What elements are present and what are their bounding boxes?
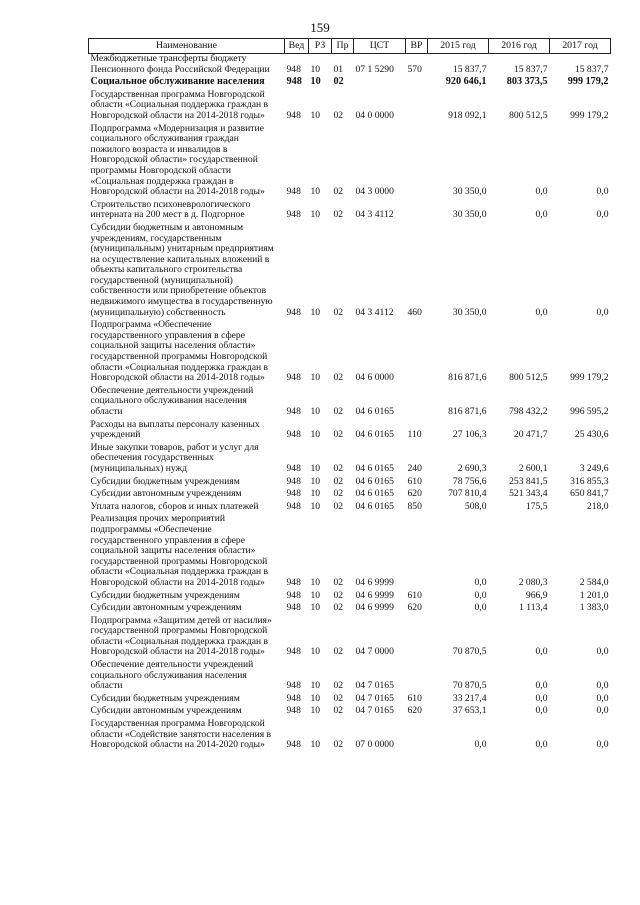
row-value-2017: 316 855,3: [570, 475, 609, 487]
row-name: Субсидии бюджетным и автономным учреждениям, государственным (муниципальным) унитарным предприятиям на осуществление капитальных вложений в объекты капитального строительства государственной (муниципальной) собственности или приобретение объектов недвижимого имущества в государственную (муниципальную) собственность: [90, 221, 274, 318]
row-value-2016: 0,0: [535, 209, 548, 221]
row-cst: 04 3 4112: [355, 209, 394, 221]
row-ved: 948: [286, 109, 301, 121]
row-value-2016: 2 600,1: [518, 462, 548, 474]
row-vr: 460: [407, 306, 422, 318]
row-value-2016: 0,0: [535, 692, 548, 704]
row-pr: 02: [333, 576, 344, 588]
row-rz: 10: [310, 602, 321, 614]
row-cst: 04 6 9999: [355, 602, 394, 614]
row-name: Обеспечение деятельности учреждений социального обслуживания населения области: [90, 659, 254, 692]
row-vr: [406, 514, 428, 590]
table-row: [89, 603, 611, 616]
row-value-2017: 0,0: [596, 692, 609, 704]
row-value-2017: 25 430,6: [574, 429, 609, 441]
row-vr: 240: [407, 462, 422, 474]
table-body: [89, 54, 611, 753]
row-cst: 04 6 0000: [355, 372, 394, 384]
row-pr: 02: [333, 209, 344, 221]
row-value-2017: 0,0: [596, 739, 609, 751]
row-pr: 02: [333, 500, 344, 512]
row-pr: 02: [333, 475, 344, 487]
row-pr: 02: [333, 680, 344, 692]
row-pr: 02: [333, 372, 344, 384]
row-value-2015: 37 653,1: [452, 705, 487, 717]
table-row: [89, 77, 611, 90]
row-cst: 04 3 0000: [355, 186, 394, 198]
row-value-2016: 15 837,7: [513, 63, 548, 75]
row-name: Обеспечение деятельности учреждений социального обслуживания населения области: [90, 384, 254, 417]
row-cst: 04 6 0165: [355, 462, 394, 474]
row-value-2016: 0,0: [535, 680, 548, 692]
row-value-2016: 0,0: [535, 186, 548, 198]
row-value-2015: 27 106,3: [452, 429, 487, 441]
header-pr: Пр: [332, 39, 354, 54]
row-name: Субсидии автономным учреждениям: [90, 705, 242, 717]
row-name: Строительство психоневрологического интерната на 200 мест в д. Подгорное: [90, 198, 251, 221]
row-cst: 04 7 0000: [355, 646, 394, 658]
table-row: [89, 124, 611, 200]
row-name: Реализация прочих мероприятий подпрограммы «Обеспечение государственного управления в сфере социальной защиты населения области» государственной программы Новгородской области «Социальная поддержка граждан в Новгородской области на 2014-2018 годы»: [90, 513, 269, 588]
row-value-2016: 800 512,5: [509, 109, 548, 121]
row-ved: 948: [286, 209, 301, 221]
row-pr: 02: [333, 739, 344, 751]
row-value-2017: 650 841,7: [570, 488, 609, 500]
row-ved: 948: [286, 739, 301, 751]
row-rz: 10: [310, 63, 321, 75]
row-cst: 07 1 5290: [355, 63, 394, 75]
row-cst: 04 6 9999: [355, 589, 394, 601]
page-number: 159: [310, 20, 330, 35]
table-row: [89, 660, 611, 694]
row-name: Иные закупки товаров, работ и услуг для обеспечения государственных (муниципальных) нужд: [90, 441, 259, 474]
table-row: [89, 514, 611, 590]
row-ved: 948: [286, 63, 301, 75]
row-rz: 10: [310, 576, 321, 588]
row-value-2015: 920 646,1: [445, 76, 487, 88]
row-rz: 10: [310, 705, 321, 717]
header-cst: ЦСТ: [354, 39, 406, 54]
row-value-2015: 508,0: [464, 500, 487, 512]
row-value-2015: 30 350,0: [452, 186, 487, 198]
row-vr: 570: [407, 63, 422, 75]
row-ved: 948: [286, 372, 301, 384]
row-ved: 948: [286, 306, 301, 318]
row-pr: 01: [333, 63, 344, 75]
row-vr: 610: [407, 692, 422, 704]
row-value-2015: 33 217,4: [452, 692, 487, 704]
row-vr: 620: [407, 602, 422, 614]
row-value-2016: 175,5: [525, 500, 548, 512]
row-ved: 948: [286, 602, 301, 614]
row-rz: 10: [310, 680, 321, 692]
row-value-2016: 0,0: [535, 739, 548, 751]
row-rz: 10: [310, 646, 321, 658]
row-value-2017: 2 584,0: [579, 576, 609, 588]
row-name: Государственная программа Новгородской области «Социальная поддержка граждан в Новгородской области на 2014-2018 годы»: [90, 88, 269, 121]
row-ved: 948: [286, 705, 301, 717]
header-vr: ВР: [406, 39, 428, 54]
row-cst: 07 0 0000: [355, 739, 394, 751]
row-value-2017: 0,0: [596, 306, 609, 318]
row-name: Субсидии бюджетным учреждениям: [90, 589, 240, 601]
row-value-2017: 999 179,2: [567, 76, 609, 88]
table-row: [89, 489, 611, 502]
row-name: Уплата налогов, сборов и иных платежей: [90, 500, 259, 512]
header-name: Наименование: [89, 39, 285, 54]
row-value-2017: 999 179,2: [570, 372, 609, 384]
row-value-2016: 798 432,2: [509, 406, 548, 417]
header-2015: 2015 год: [428, 39, 489, 54]
row-vr: [406, 616, 428, 660]
header-2016: 2016 год: [489, 39, 550, 54]
row-vr: [406, 660, 428, 694]
row-value-2017: 0,0: [596, 186, 609, 198]
row-value-2017: 999 179,2: [570, 109, 609, 121]
row-ved: 948: [286, 488, 301, 500]
row-value-2017: 1 383,0: [579, 602, 609, 614]
row-value-2016: 966,9: [525, 589, 548, 601]
row-pr: 02: [333, 646, 344, 658]
row-vr: 610: [407, 589, 422, 601]
row-name: Подпрограмма «Защитим детей от насилия» государственной программы Новгородской области «Социальная поддержка граждан в Новгородской области на 2014-2018 годы»: [90, 614, 272, 658]
row-name: Расходы на выплаты персоналу казенных учреждений: [90, 418, 260, 441]
row-pr: 02: [333, 705, 344, 717]
row-rz: 10: [310, 429, 321, 441]
row-value-2016: 803 373,5: [506, 76, 548, 88]
row-pr: 02: [333, 109, 344, 121]
row-value-2015: 816 871,6: [448, 406, 487, 417]
row-vr: [406, 386, 428, 420]
row-pr: 02: [333, 406, 344, 417]
row-cst: 04 6 0165: [355, 429, 394, 441]
header-2017: 2017 год: [550, 39, 611, 54]
row-value-2015: 0,0: [474, 576, 487, 588]
row-pr: 02: [333, 488, 344, 500]
table-row: [89, 616, 611, 660]
row-value-2016: 253 841,5: [509, 475, 548, 487]
row-ved: 948: [286, 76, 302, 88]
row-value-2017: 3 249,6: [579, 462, 609, 474]
row-name: Подпрограмма «Модернизация и развитие социального обслуживания граждан пожилого возраста и инвалидов в Новгородской области» государственной программы Новгородской области «Социальная поддержка граждан в Новгородской области на 2014-2018 годы»: [90, 122, 265, 198]
row-ved: 948: [286, 429, 301, 441]
row-value-2017: 0,0: [596, 209, 609, 221]
row-rz: 10: [310, 372, 321, 384]
row-rz: 10: [310, 186, 321, 198]
header-ved: Вед: [285, 39, 309, 54]
row-cst: 04 7 0165: [355, 705, 394, 717]
row-cst: 04 6 0165: [355, 488, 394, 500]
table-row: [89, 443, 611, 477]
row-value-2017: 0,0: [596, 680, 609, 692]
row-ved: 948: [286, 680, 301, 692]
row-vr: [406, 90, 428, 124]
row-pr: 02: [333, 692, 344, 704]
row-name: Подпрограмма «Обеспечение государственного управления в сфере социальной защиты населения области» государственной программы Новгородской области «Социальная поддержка граждан в Новгородской области на 2014-2018 годы»: [90, 319, 269, 384]
row-cst: 04 0 0000: [355, 109, 394, 121]
row-vr: 110: [407, 429, 422, 441]
table-row: [89, 320, 611, 386]
row-value-2017: 0,0: [596, 646, 609, 658]
row-name: Субсидии бюджетным учреждениям: [90, 475, 240, 487]
row-value-2017: 15 837,7: [574, 63, 609, 75]
row-rz: 10: [310, 500, 321, 512]
header-rz: РЗ: [309, 39, 332, 54]
row-pr: 02: [333, 602, 344, 614]
row-value-2015: 70 870,5: [452, 646, 487, 658]
row-ved: 948: [286, 406, 301, 417]
budget-table: [88, 38, 611, 753]
row-value-2016: 0,0: [535, 646, 548, 658]
row-value-2016: 0,0: [535, 705, 548, 717]
row-value-2015: 816 871,6: [448, 372, 487, 384]
row-vr: [406, 200, 428, 223]
row-ved: 948: [286, 589, 301, 601]
row-ved: 948: [286, 576, 301, 588]
row-pr: 02: [333, 462, 344, 474]
row-value-2016: 2 080,3: [518, 576, 548, 588]
table-row: [89, 719, 611, 753]
row-value-2015: 15 837,7: [452, 63, 487, 75]
row-value-2017: 218,0: [586, 500, 609, 512]
row-rz: 10: [310, 488, 321, 500]
row-value-2017: 1 201,0: [579, 589, 609, 601]
row-value-2016: 800 512,5: [509, 372, 548, 384]
row-vr: 620: [407, 705, 422, 717]
row-cst: 04 6 0165: [355, 475, 394, 487]
row-value-2015: 70 870,5: [452, 680, 487, 692]
row-value-2016: 1 113,4: [519, 602, 548, 614]
row-value-2015: 0,0: [474, 589, 487, 601]
row-vr: 850: [407, 500, 422, 512]
row-cst: 04 6 0165: [355, 406, 394, 417]
row-value-2015: 707 810,4: [448, 488, 487, 500]
row-name: Межбюджетные трансферты бюджету Пенсионного фонда Российской Федерации: [90, 53, 270, 75]
row-name: Субсидии бюджетным учреждениям: [90, 692, 240, 704]
row-vr: [406, 320, 428, 386]
row-name: Государственная программа Новгородской области «Содействие занятости населения в Новгородской области на 2014-2020 годы»: [90, 718, 272, 751]
row-value-2015: 918 092,1: [448, 109, 487, 121]
row-value-2017: 0,0: [596, 705, 609, 717]
row-cst: 04 3 4112: [355, 306, 394, 318]
row-rz: 10: [310, 475, 321, 487]
row-value-2015: 0,0: [474, 602, 487, 614]
row-ved: 948: [286, 186, 301, 198]
row-rz: 10: [310, 406, 321, 417]
row-rz: 10: [310, 739, 321, 751]
row-value-2016: 521 343,4: [509, 488, 548, 500]
row-pr: 02: [333, 306, 344, 318]
row-rz: 10: [310, 76, 321, 88]
table-row: [89, 54, 611, 78]
row-pr: 02: [333, 186, 344, 198]
row-cst: [354, 77, 406, 90]
row-value-2017: 996 595,2: [570, 406, 609, 417]
row-ved: 948: [286, 646, 301, 658]
row-vr: 620: [407, 488, 422, 500]
row-value-2016: 0,0: [535, 306, 548, 318]
row-value-2016: 20 471,7: [513, 429, 548, 441]
row-pr: 02: [333, 76, 344, 88]
row-vr: 610: [407, 475, 422, 487]
row-pr: 02: [333, 429, 344, 441]
row-ved: 948: [286, 475, 301, 487]
row-pr: 02: [333, 589, 344, 601]
row-value-2015: 30 350,0: [452, 209, 487, 221]
row-ved: 948: [286, 462, 301, 474]
row-rz: 10: [310, 209, 321, 221]
row-rz: 10: [310, 589, 321, 601]
row-rz: 10: [310, 462, 321, 474]
row-vr: [406, 719, 428, 753]
row-cst: 04 6 0165: [355, 500, 394, 512]
table-row: [89, 420, 611, 443]
row-name: Субсидии автономным учреждениям: [90, 602, 242, 614]
row-rz: 10: [310, 306, 321, 318]
table-row: [89, 90, 611, 124]
row-cst: 04 7 0165: [355, 680, 394, 692]
row-name: Социальное обслуживание населения: [90, 76, 265, 88]
table-row: [89, 386, 611, 420]
table-header-row: [89, 39, 611, 54]
row-value-2015: 30 350,0: [452, 306, 487, 318]
row-cst: 04 6 9999: [355, 576, 394, 588]
row-name: Субсидии автономным учреждениям: [90, 488, 242, 500]
row-cst: 04 7 0165: [355, 692, 394, 704]
row-value-2015: 0,0: [474, 739, 487, 751]
row-vr: [406, 77, 428, 90]
row-rz: 10: [310, 692, 321, 704]
row-ved: 948: [286, 500, 301, 512]
table-row: [89, 223, 611, 320]
row-vr: [406, 124, 428, 200]
row-ved: 948: [286, 692, 301, 704]
row-value-2015: 2 690,3: [457, 462, 487, 474]
row-value-2015: 78 756,6: [452, 475, 487, 487]
table-row: [89, 200, 611, 223]
row-rz: 10: [310, 109, 321, 121]
